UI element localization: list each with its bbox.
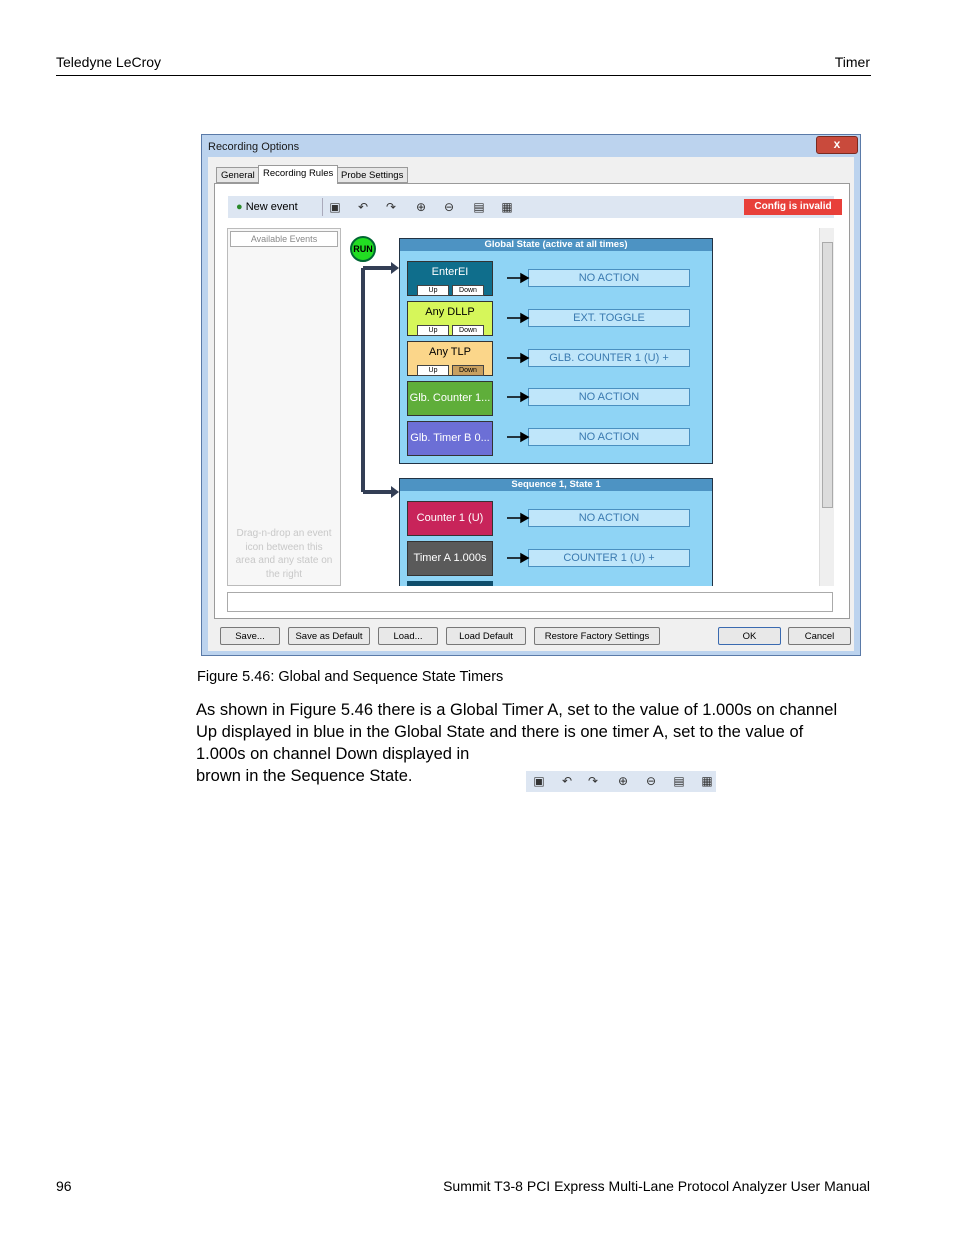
close-button[interactable]: x bbox=[816, 136, 858, 154]
toolbar-strip-image bbox=[526, 771, 716, 792]
action-box[interactable]: COUNTER 1 (U) + bbox=[528, 549, 690, 567]
tab-recording-rules[interactable]: Recording Rules bbox=[258, 165, 338, 184]
zoom-out-icon: ⊖ bbox=[645, 774, 657, 788]
cancel-button[interactable]: Cancel bbox=[788, 627, 851, 645]
header-rule bbox=[56, 75, 871, 76]
save-button[interactable]: Save... bbox=[220, 627, 280, 645]
channel-up-toggle[interactable]: Up bbox=[417, 285, 449, 296]
arrow-connectors bbox=[493, 239, 533, 465]
config-status-badge: Config is invalid bbox=[744, 199, 842, 215]
toolbar-separator bbox=[322, 198, 323, 216]
event-label: Any DLLP bbox=[425, 306, 475, 318]
load-default-button[interactable]: Load Default bbox=[446, 627, 526, 645]
status-field bbox=[227, 592, 833, 612]
figure-caption: Figure 5.46: Global and Sequence State Timers bbox=[197, 669, 504, 685]
action-box[interactable]: NO ACTION bbox=[528, 269, 690, 287]
run-indicator: RUN bbox=[350, 236, 376, 262]
event-label: Timer A 1.000s bbox=[413, 552, 487, 564]
page-number: 96 bbox=[56, 1178, 72, 1194]
event-counter-u[interactable] bbox=[407, 501, 493, 536]
action-box[interactable]: NO ACTION bbox=[528, 388, 690, 406]
recording-options-window bbox=[201, 134, 861, 656]
channel-down-toggle[interactable]: Down bbox=[452, 285, 484, 296]
paragraph-line: brown in the Sequence State. bbox=[196, 767, 413, 785]
redo-icon[interactable]: ↷ bbox=[385, 200, 397, 214]
new-event-label: New event bbox=[245, 201, 298, 213]
event-glb-counter[interactable] bbox=[407, 381, 493, 416]
event-label: EnterEI bbox=[431, 266, 469, 278]
zoom-out-icon[interactable]: ⊖ bbox=[443, 200, 455, 214]
window-title: Recording Options bbox=[208, 141, 300, 153]
layout-icon[interactable]: ▤ bbox=[473, 200, 485, 214]
event-label: Glb. Counter 1... bbox=[409, 392, 491, 404]
event-enter-ei[interactable] bbox=[407, 261, 493, 296]
global-state-title: Global State (active at all times) bbox=[400, 239, 712, 251]
paragraph-line: As shown in Figure 5.46 there is a Global Timer A, set to the value of 1.000s on channel bbox=[196, 701, 838, 719]
delete-icon[interactable]: ▣ bbox=[329, 200, 341, 214]
delete-icon: ▣ bbox=[533, 774, 545, 788]
header-right: Timer bbox=[834, 54, 870, 70]
available-events-hint: Drag-n-drop an event icon between this area and any state on the right bbox=[235, 528, 333, 580]
channel-down-toggle[interactable]: Down bbox=[452, 325, 484, 336]
action-box[interactable]: NO ACTION bbox=[528, 509, 690, 527]
ok-button[interactable]: OK bbox=[718, 627, 781, 645]
event-any-tlp[interactable] bbox=[407, 341, 493, 376]
tab-general[interactable]: General bbox=[216, 167, 260, 183]
tab-probe-settings[interactable]: Probe Settings bbox=[336, 167, 408, 183]
load-button[interactable]: Load... bbox=[378, 627, 438, 645]
paragraph-line: 1.000s on channel Down displayed in bbox=[196, 745, 470, 763]
restore-factory-button[interactable]: Restore Factory Settings bbox=[534, 627, 660, 645]
undo-icon: ↶ bbox=[561, 774, 573, 788]
zoom-in-icon: ⊕ bbox=[617, 774, 629, 788]
sequence-state-title: Sequence 1, State 1 bbox=[400, 479, 712, 491]
vertical-scrollbar[interactable] bbox=[819, 228, 834, 586]
channel-up-toggle[interactable]: Up bbox=[417, 325, 449, 336]
properties-icon[interactable]: ▦ bbox=[501, 200, 513, 214]
event-any-dllp[interactable] bbox=[407, 301, 493, 336]
toolbar bbox=[228, 196, 834, 218]
zoom-in-icon[interactable]: ⊕ bbox=[415, 200, 427, 214]
redo-icon: ↷ bbox=[587, 774, 599, 788]
recording-rules-panel bbox=[214, 183, 850, 619]
arrow-connectors bbox=[493, 479, 533, 586]
sequence-state-box[interactable] bbox=[399, 478, 713, 586]
channel-down-toggle[interactable]: Down bbox=[452, 365, 484, 376]
save-default-button[interactable]: Save as Default bbox=[288, 627, 370, 645]
window-body bbox=[208, 157, 854, 651]
event-label: Any TLP bbox=[429, 346, 471, 358]
action-box[interactable]: EXT. TOGGLE bbox=[528, 309, 690, 327]
new-event-button[interactable] bbox=[236, 199, 298, 215]
paragraph-line: Up displayed in blue in the Global State and there is one timer A, set to the value of bbox=[196, 723, 804, 741]
undo-icon[interactable]: ↶ bbox=[357, 200, 369, 214]
available-events-header: Available Events bbox=[230, 231, 338, 247]
footer-title: Summit T3-8 PCI Express Multi-Lane Protocol Analyzer User Manual bbox=[443, 1178, 870, 1194]
event-partial[interactable] bbox=[407, 581, 493, 586]
action-box[interactable]: NO ACTION bbox=[528, 428, 690, 446]
action-box[interactable]: GLB. COUNTER 1 (U) + bbox=[528, 349, 690, 367]
channel-up-toggle[interactable]: Up bbox=[417, 365, 449, 376]
available-events-panel[interactable] bbox=[227, 228, 341, 586]
header-left: Teledyne LeCroy bbox=[56, 54, 162, 70]
properties-icon: ▦ bbox=[701, 774, 713, 788]
new-event-icon: ● bbox=[236, 201, 243, 213]
event-label: Counter 1 (U) bbox=[416, 512, 484, 524]
global-state-box[interactable] bbox=[399, 238, 713, 464]
layout-icon: ▤ bbox=[673, 774, 685, 788]
scroll-thumb[interactable] bbox=[822, 242, 833, 508]
event-label: Glb. Timer B 0... bbox=[410, 432, 490, 444]
event-timer-a[interactable] bbox=[407, 541, 493, 576]
state-diagram-canvas[interactable] bbox=[343, 228, 831, 586]
event-glb-timer[interactable] bbox=[407, 421, 493, 456]
